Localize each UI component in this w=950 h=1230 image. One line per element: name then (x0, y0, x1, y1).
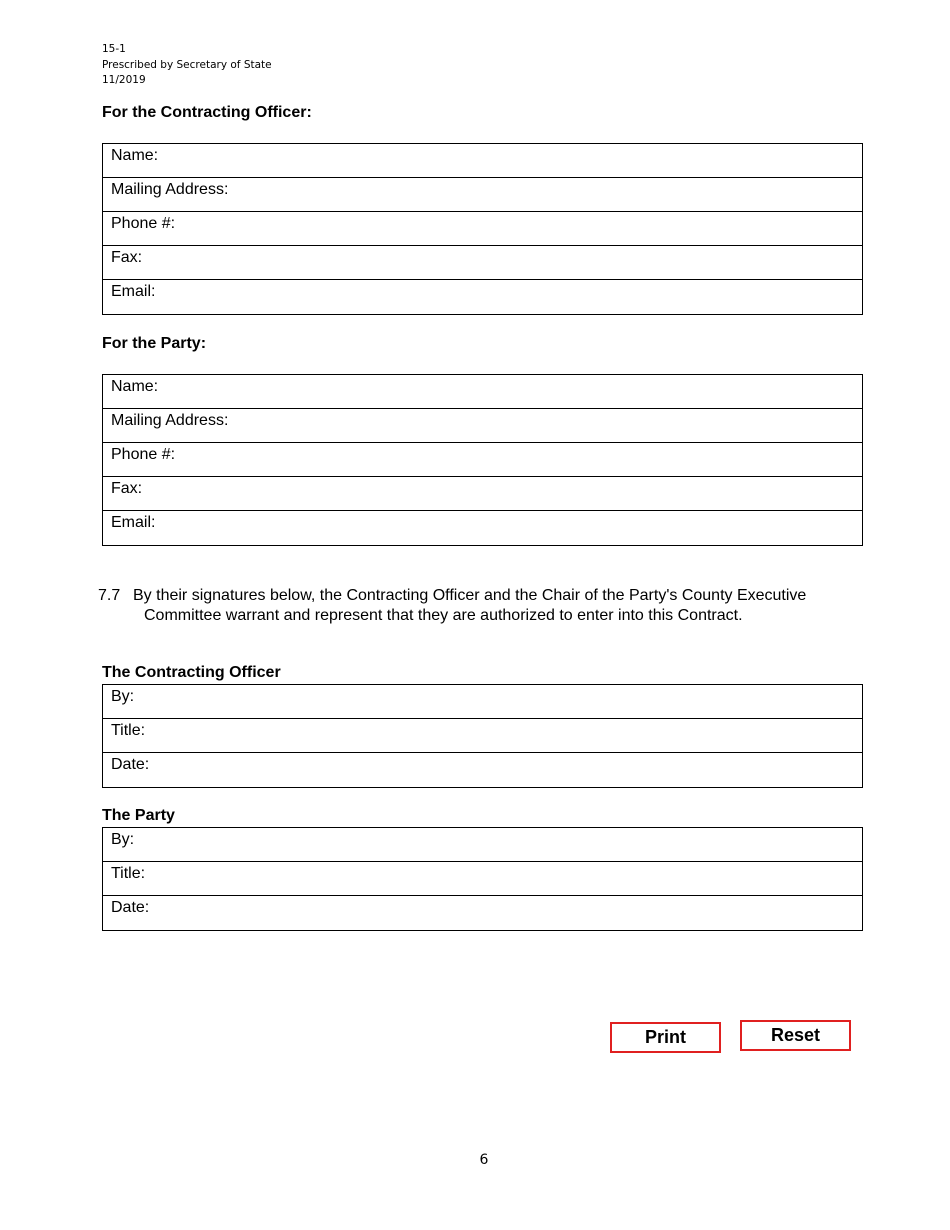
reset-button[interactable]: Reset (740, 1020, 851, 1051)
co-phone-field[interactable]: Phone #: (103, 212, 862, 246)
party-title-field[interactable]: Title: (103, 862, 862, 896)
co-fax-field[interactable]: Fax: (103, 246, 862, 280)
party-phone-field[interactable]: Phone #: (103, 443, 862, 477)
form-date: 11/2019 (102, 74, 146, 86)
form-number: 15-1 (102, 43, 126, 55)
party-fax-field[interactable]: Fax: (103, 477, 862, 511)
party-signature-title: The Party (102, 807, 175, 824)
contracting-officer-contact-title: For the Contracting Officer: (102, 104, 312, 121)
clause-line-2: Committee warrant and represent that they are authorized to enter into this Contract. (144, 607, 743, 624)
party-contact-title: For the Party: (102, 335, 207, 352)
co-title-field[interactable]: Title: (103, 719, 862, 753)
co-email-field[interactable]: Email: (111, 283, 156, 300)
party-name-field[interactable]: Name: (103, 375, 862, 409)
clause-7-7 (98, 586, 868, 626)
co-date-field[interactable]: Date: (111, 756, 150, 773)
co-mailing-address-field[interactable]: Mailing Address: (103, 178, 862, 212)
print-button[interactable]: Print (610, 1022, 721, 1053)
party-date-field[interactable]: Date: (111, 899, 150, 916)
clause-line-1: By their signatures below, the Contracting Officer and the Chair of the Party's County Executive (133, 587, 807, 604)
form-header (102, 42, 272, 89)
party-contact-table (102, 374, 863, 546)
party-by-field[interactable]: By: (103, 828, 862, 862)
contracting-officer-signature-table (102, 684, 863, 788)
contracting-officer-signature-title: The Contracting Officer (102, 664, 281, 681)
clause-number: 7.7 (98, 587, 121, 604)
party-signature-table (102, 827, 863, 931)
page-number: 6 (479, 1152, 489, 1168)
co-name-field[interactable]: Name: (103, 144, 862, 178)
party-email-field[interactable]: Email: (111, 514, 156, 531)
contracting-officer-contact-table (102, 143, 863, 315)
party-mailing-address-field[interactable]: Mailing Address: (103, 409, 862, 443)
co-by-field[interactable]: By: (103, 685, 862, 719)
prescribed-by: Prescribed by Secretary of State (102, 58, 272, 71)
